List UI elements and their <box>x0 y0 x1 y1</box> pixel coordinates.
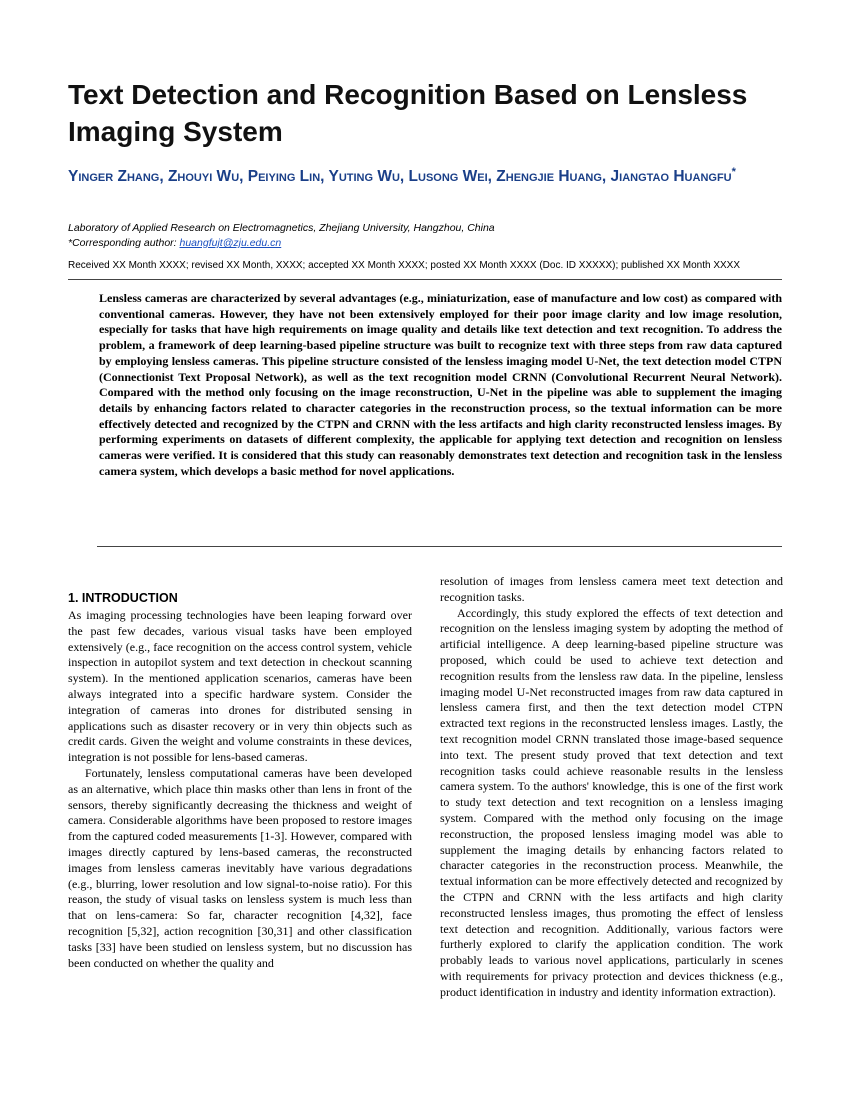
right-column <box>440 574 783 1001</box>
intro-paragraph-3: Accordingly, this study explored the effects of text detection and recognition on the lensless imaging system by adopting the method of artificial intelligence. A deep learning-based pipeline structure was proposed, which could be used to achieve text detection and recognition results from the lensless raw data. In the pipeline, lensless imaging model U-Net reconstructed images from raw data captured in lensless camera first, and then the text detection model CTPN extracted text regions in the reconstructed lensless images. Lastly, the text recognition model CRNN translated those image-based sequence into text. The present study proved that text detection and text recognition tasks could achieve reasonable results in the lensless camera system. To the authors' knowledge, this is one of the first work to study text detection and text recognition on a lensless imaging system. Compared with the method only focusing on the image reconstruction, the proposed lensless imaging model was able to supplement the imaging details by enhancing factors related to character categories in the reconstruction process. Meanwhile, the textual information can be more effectively detected and recognized by the CTPN and CRNN with the less artifacts and high clarity reconstructed lensless images, thus promoting the effect of lensless text detection and recognition. Additionally, various factors were furtherly explored to clarify the application condition. The work probably leads to various novel applications, particularly in scenes with requirements for privacy protection and devices thickness (e.g., product identification in industry and identity information extraction). <box>440 605 783 999</box>
intro-paragraph-1: As imaging processing technologies have been leaping forward over the past few decades, various visual tasks have been employed extensively (e.g., face recognition on the access control system, vehicle inspection in autopilot system and text detection in checkout scanning system). In the mentioned application scenarios, cameras have been always integrated into a specific hardware system. Consider the integration of cameras into drones for distributed sensing in applications such as disaster recovery or in very thin objects such as credit cards. Given the weight and volume constraints in these devices, integration is not possible for lens-based cameras. <box>68 608 412 765</box>
section-heading-introduction: 1. INTRODUCTION <box>68 591 178 605</box>
corresponding-mark: * <box>731 166 736 178</box>
received-dates: Received XX Month XXXX; revised XX Month, XXXX; accepted XX Month XXXX; posted XX Month XXXX (Doc. ID XXXXX); published XX Month XXXX <box>68 260 740 271</box>
author-list <box>68 160 788 189</box>
abstract-divider <box>97 546 782 547</box>
corresponding-author <box>68 236 788 251</box>
abstract: Lensless cameras are characterized by several advantages (e.g., miniaturization, ease of manufacture and low cost) as compared with conventional cameras. However, they have not been extensively employed for their poor image clarity and low image resolution, especially for tasks that have high requirements on image quality and details like text detection and text recognition. To address the problem, a framework of deep learning-based pipeline structure was built to recognize text with three steps from raw data captured by employing lensless cameras. This pipeline structure consisted of the lensless imaging model U-Net, the text detection model CTPN (Connectionist Text Proposal Network), as well as the text recognition model CRNN (Convolutional Recurrent Neural Network). Compared with the method only focusing on the image reconstruction, U-Net in the pipeline was able to supplement the imaging details by enhancing factors related to character categories in the reconstruction process, so the textual information can be more effectively detected and recognized by the CTPN and CRNN with the less artifacts and high clarity reconstructed lensless images. By performing experiments on datasets of different complexity, the applicable for applying text detection and recognition on lensless cameras were verified. It is considered that this study can reasonably demonstrates text detection and recognition task in the lensless camera system, which develops a basic method for novel applications. <box>99 291 782 478</box>
corresponding-label: *Corresponding author: <box>68 237 180 249</box>
intro-paragraph-2: Fortunately, lensless computational cameras have been developed as an alternative, which place thin masks other than lens in front of the sensors, thereby significantly decreasing the thickness and weight of camera. Considerable algorithms have been proposed to restore images from the captured coded measurements [1-3]. However, compared with images directly captured by lens-based cameras, the reconstructed images from lensless cameras inevitably have various degradations (e.g., blurring, lower resolution and low signal-to-noise ratio). For this reason, the study of visual tasks on lensless system is much less than that on lens-camera: So far, character recognition [4,32], face recognition [5,32], action recognition [30,31] and other classification tasks [33] have been studied on lensless system, but no discussion has been conducted on whether the quality and <box>68 765 412 970</box>
header-divider <box>68 279 782 280</box>
affiliation: Laboratory of Applied Research on Electromagnetics, Zhejiang University, Hangzhou, China <box>68 222 495 234</box>
paper-title: Text Detection and Recognition Based on Lensless Imaging System <box>68 79 748 147</box>
author-names: Yinger Zhang, Zhouyi Wu, Peiying Lin, Yuting Wu, Lusong Wei, Zhengjie Huang, Jiangtao Huangfu <box>68 168 732 186</box>
intro-paragraph-2-continued: resolution of images from lensless camera meet text detection and recognition tasks. <box>440 574 783 604</box>
left-column <box>68 590 412 971</box>
corresponding-email-link[interactable]: huangfujt@zju.edu.cn <box>179 237 282 249</box>
